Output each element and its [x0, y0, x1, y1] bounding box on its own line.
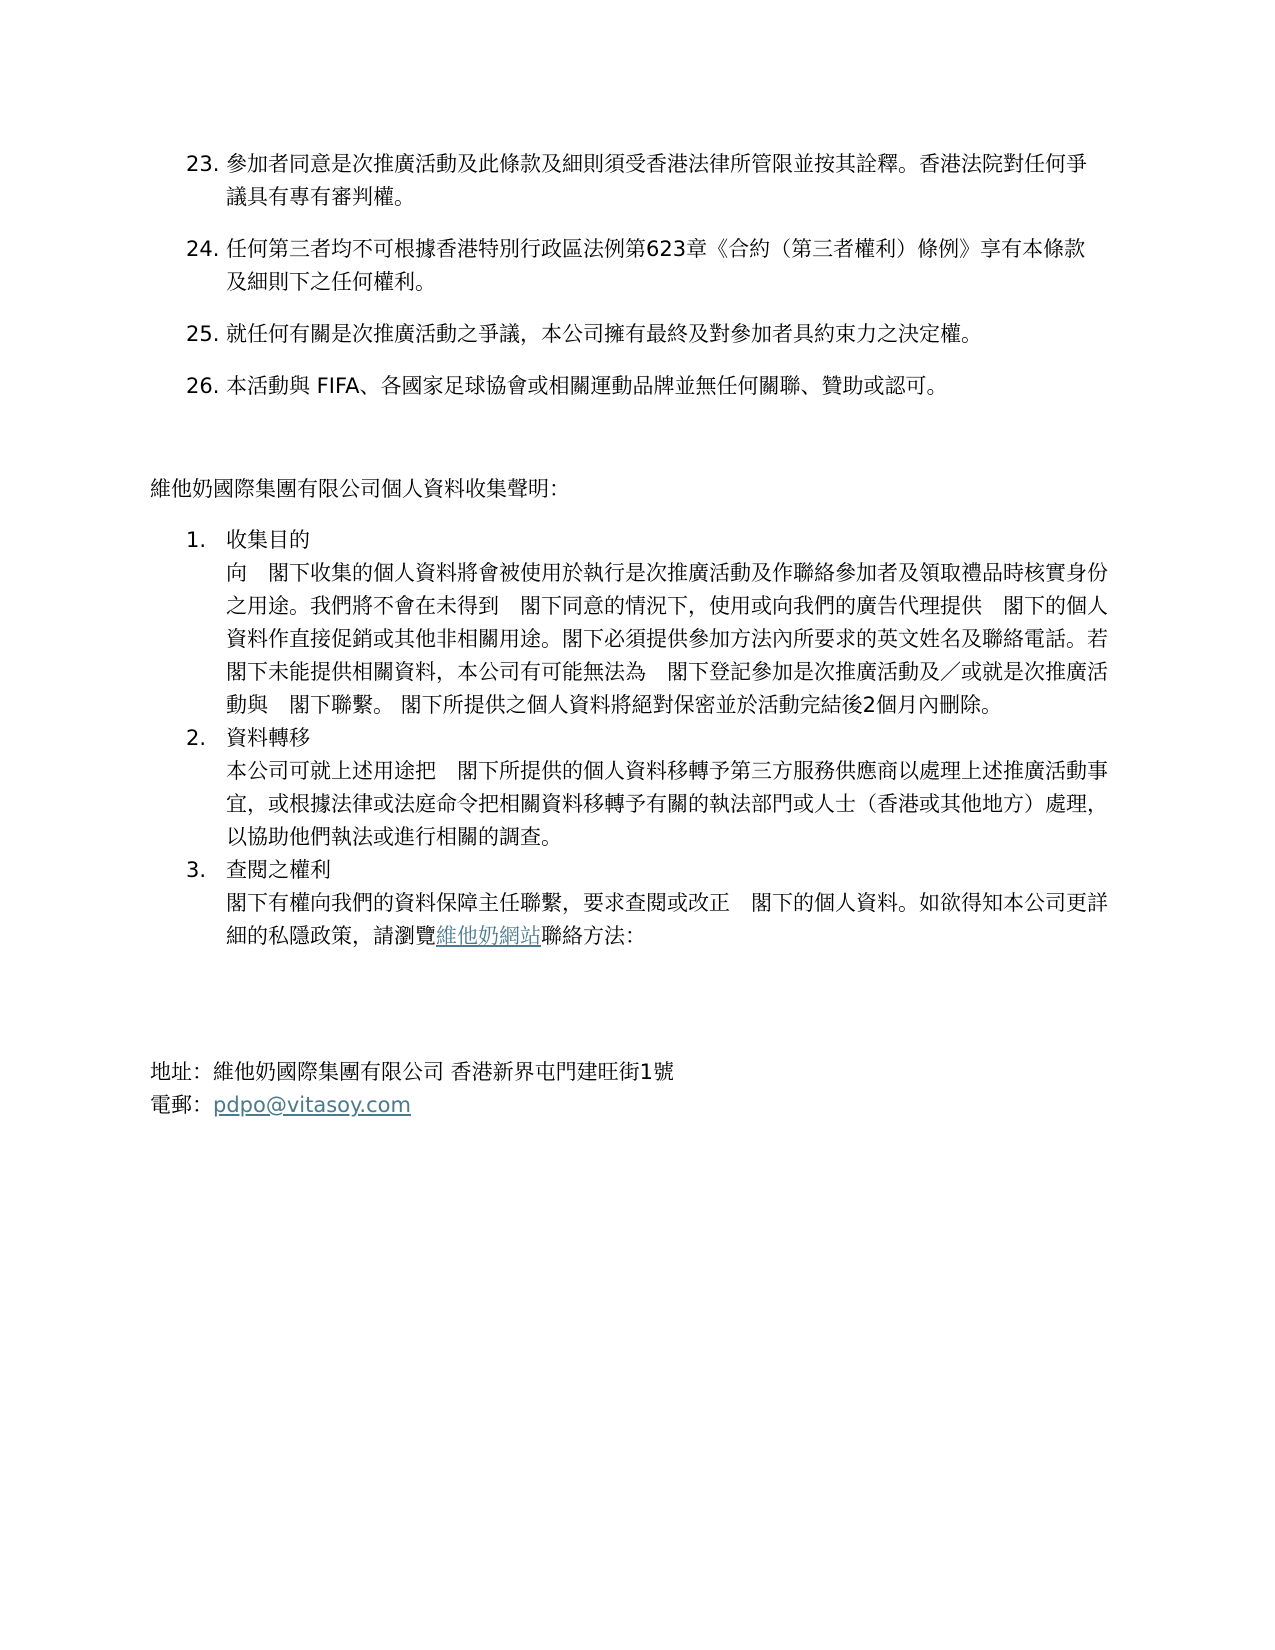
privacy-item-number: 1.: [186, 528, 207, 552]
privacy-item-heading: 查閱之權利: [226, 858, 331, 882]
terms-list: [186, 148, 1106, 422]
term-number: 24.: [186, 237, 220, 261]
contact-block: [150, 1056, 674, 1122]
address-value: 維他奶國際集團有限公司 香港新界屯門建旺街1號: [213, 1060, 675, 1084]
privacy-item-access-rights: [186, 854, 1126, 953]
privacy-item-number: 2.: [186, 726, 207, 750]
privacy-item-body-text: 聯絡方法：: [541, 924, 646, 948]
privacy-item-body: [226, 887, 1126, 953]
privacy-item-heading: 資料轉移: [226, 726, 310, 750]
term-item-23: [186, 148, 1106, 214]
privacy-item-collection-purpose: [186, 524, 1126, 722]
term-item-26: [186, 370, 1106, 403]
privacy-item-body: 向 閣下收集的個人資料將會被使用於執行是次推廣活動及作聯絡參加者及領取禮品時核實身份之用途。我們將不會在未得到 閣下同意的情況下，使用或向我們的廣告代理提供 閣下的個人資料作直接促銷或其他非相關用途。閣下必須提供參加方法內所要求的英文姓名及聯絡電話。若 閣下未能提供相關資料，本公司有可能無法為 閣下登記參加是次推廣活動及／或就是次推廣活動與 閣下聯繫。 閣下所提供之個人資料將絕對保密並於活動完結後2個月內刪除。: [226, 561, 1108, 717]
privacy-item-heading: 收集目的: [226, 528, 310, 552]
vitasoy-website-link[interactable]: 維他奶網站: [436, 924, 541, 948]
email-link[interactable]: pdpo@vitasoy.com: [213, 1093, 411, 1117]
privacy-item-number: 3.: [186, 858, 207, 882]
privacy-statement-list: [186, 524, 1126, 953]
term-text: 就任何有關是次推廣活動之爭議，本公司擁有最終及對參加者具約束力之決定權。: [226, 322, 982, 346]
privacy-item-body: 本公司可就上述用途把 閣下所提供的個人資料移轉予第三方服務供應商以處理上述推廣活動事宜，或根據法律或法庭命令把相關資料移轉予有關的執法部門或人士（香港或其他地方）處理，以協助他們執法或進行相關的調查。: [226, 759, 1108, 849]
term-number: 23.: [186, 152, 220, 176]
address-label: 地址：: [150, 1060, 213, 1084]
email-label: 電郵：: [150, 1093, 213, 1117]
term-item-24: [186, 233, 1106, 299]
term-item-25: [186, 318, 1106, 351]
term-number: 26.: [186, 374, 220, 398]
term-text: 參加者同意是次推廣活動及此條款及細則須受香港法律所管限並按其詮釋。香港法院對任何爭議具有專有審判權。: [226, 152, 1087, 209]
term-text: 任何第三者均不可根據香港特別行政區法例第623章《合約（第三者權利）條例》享有本條款及細則下之任何權利。: [226, 237, 1086, 294]
privacy-item-body-text: 閣下有權向我們的資料保障主任聯繫，要求查閱或改正 閣下的個人資料。如欲得知本公司更詳細的私隱政策，請瀏覽: [226, 891, 1108, 948]
address-line: [150, 1056, 674, 1089]
term-text: 本活動與 FIFA、各國家足球協會或相關運動品牌並無任何關聯、贊助或認可。: [226, 374, 948, 398]
term-number: 25.: [186, 322, 220, 346]
privacy-item-data-transfer: [186, 722, 1126, 854]
privacy-statement-title: 維他奶國際集團有限公司個人資料收集聲明：: [150, 477, 570, 501]
email-line: [150, 1089, 674, 1122]
